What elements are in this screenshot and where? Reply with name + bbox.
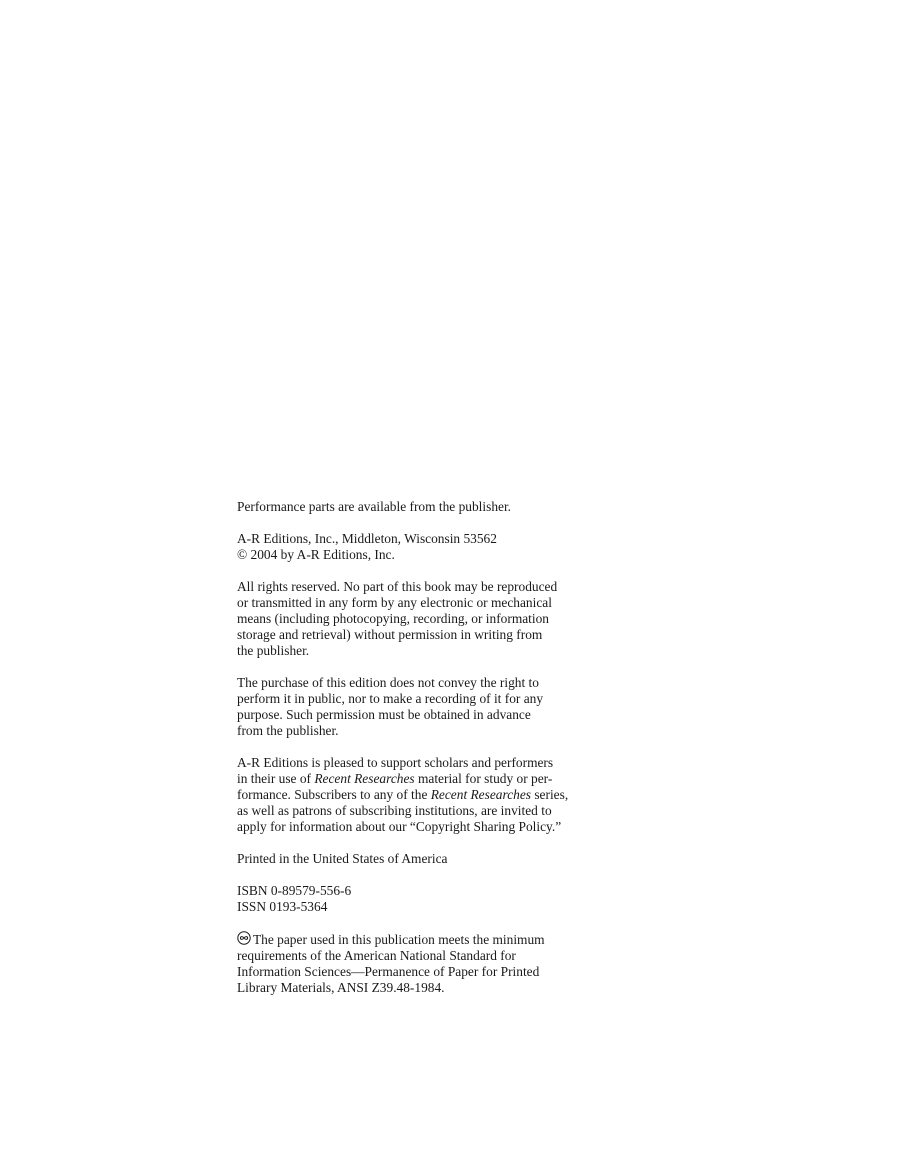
support-text: in their use of (237, 771, 315, 786)
paper-text: The paper used in this publication meets the minimum (253, 932, 545, 947)
publisher-address: A-R Editions, Inc., Middleton, Wisconsin 53562 (237, 531, 497, 546)
support-text: series, (531, 787, 569, 802)
performance-note (237, 499, 607, 515)
printed-in-text: Printed in the United States of America (237, 851, 448, 866)
purchase-paragraph (237, 675, 607, 739)
purchase-line: purpose. Such permission must be obtained in advance (237, 707, 531, 722)
rights-line: means (including photocopying, recording, or information (237, 611, 550, 626)
paper-standard-paragraph (237, 931, 607, 996)
purchase-line: The purchase of this edition does not convey the right to (237, 675, 539, 690)
isbn: ISBN 0-89579-556-6 (237, 883, 352, 898)
support-line (237, 771, 607, 787)
support-line: apply for information about our “Copyright Sharing Policy.” (237, 819, 562, 834)
performance-note-text: Performance parts are available from the publisher. (237, 499, 512, 514)
support-line (237, 787, 607, 803)
publisher-info (237, 531, 607, 563)
copyright-notice: © 2004 by A-R Editions, Inc. (237, 547, 395, 562)
infinity-circle-icon (237, 931, 251, 945)
paper-line: Library Materials, ANSI Z39.48-1984. (237, 980, 445, 995)
rights-line: the publisher. (237, 643, 310, 658)
rights-line: or transmitted in any form by any electronic or mechanical (237, 595, 552, 610)
series-title: Recent Researches (314, 771, 415, 786)
rights-line: storage and retrieval) without permission in writing from (237, 627, 543, 642)
identifiers (237, 883, 607, 915)
printed-in (237, 851, 607, 867)
support-line: as well as patrons of subscribing institutions, are invited to (237, 803, 552, 818)
issn: ISSN 0193-5364 (237, 899, 328, 914)
support-text: material for study or per- (414, 771, 553, 786)
colophon-block (237, 499, 607, 1012)
support-line: A-R Editions is pleased to support scholars and performers (237, 755, 554, 770)
purchase-line: from the publisher. (237, 723, 339, 738)
rights-paragraph (237, 579, 607, 659)
support-paragraph (237, 755, 607, 835)
purchase-line: perform it in public, nor to make a recording of it for any (237, 691, 544, 706)
series-title: Recent Researches (430, 787, 531, 802)
paper-line: requirements of the American National Standard for (237, 948, 516, 963)
paper-line (237, 931, 607, 948)
paper-line: Information Sciences—Permanence of Paper for Printed (237, 964, 540, 979)
support-text: formance. Subscribers to any of the (237, 787, 431, 802)
rights-line: All rights reserved. No part of this book may be reproduced (237, 579, 558, 594)
